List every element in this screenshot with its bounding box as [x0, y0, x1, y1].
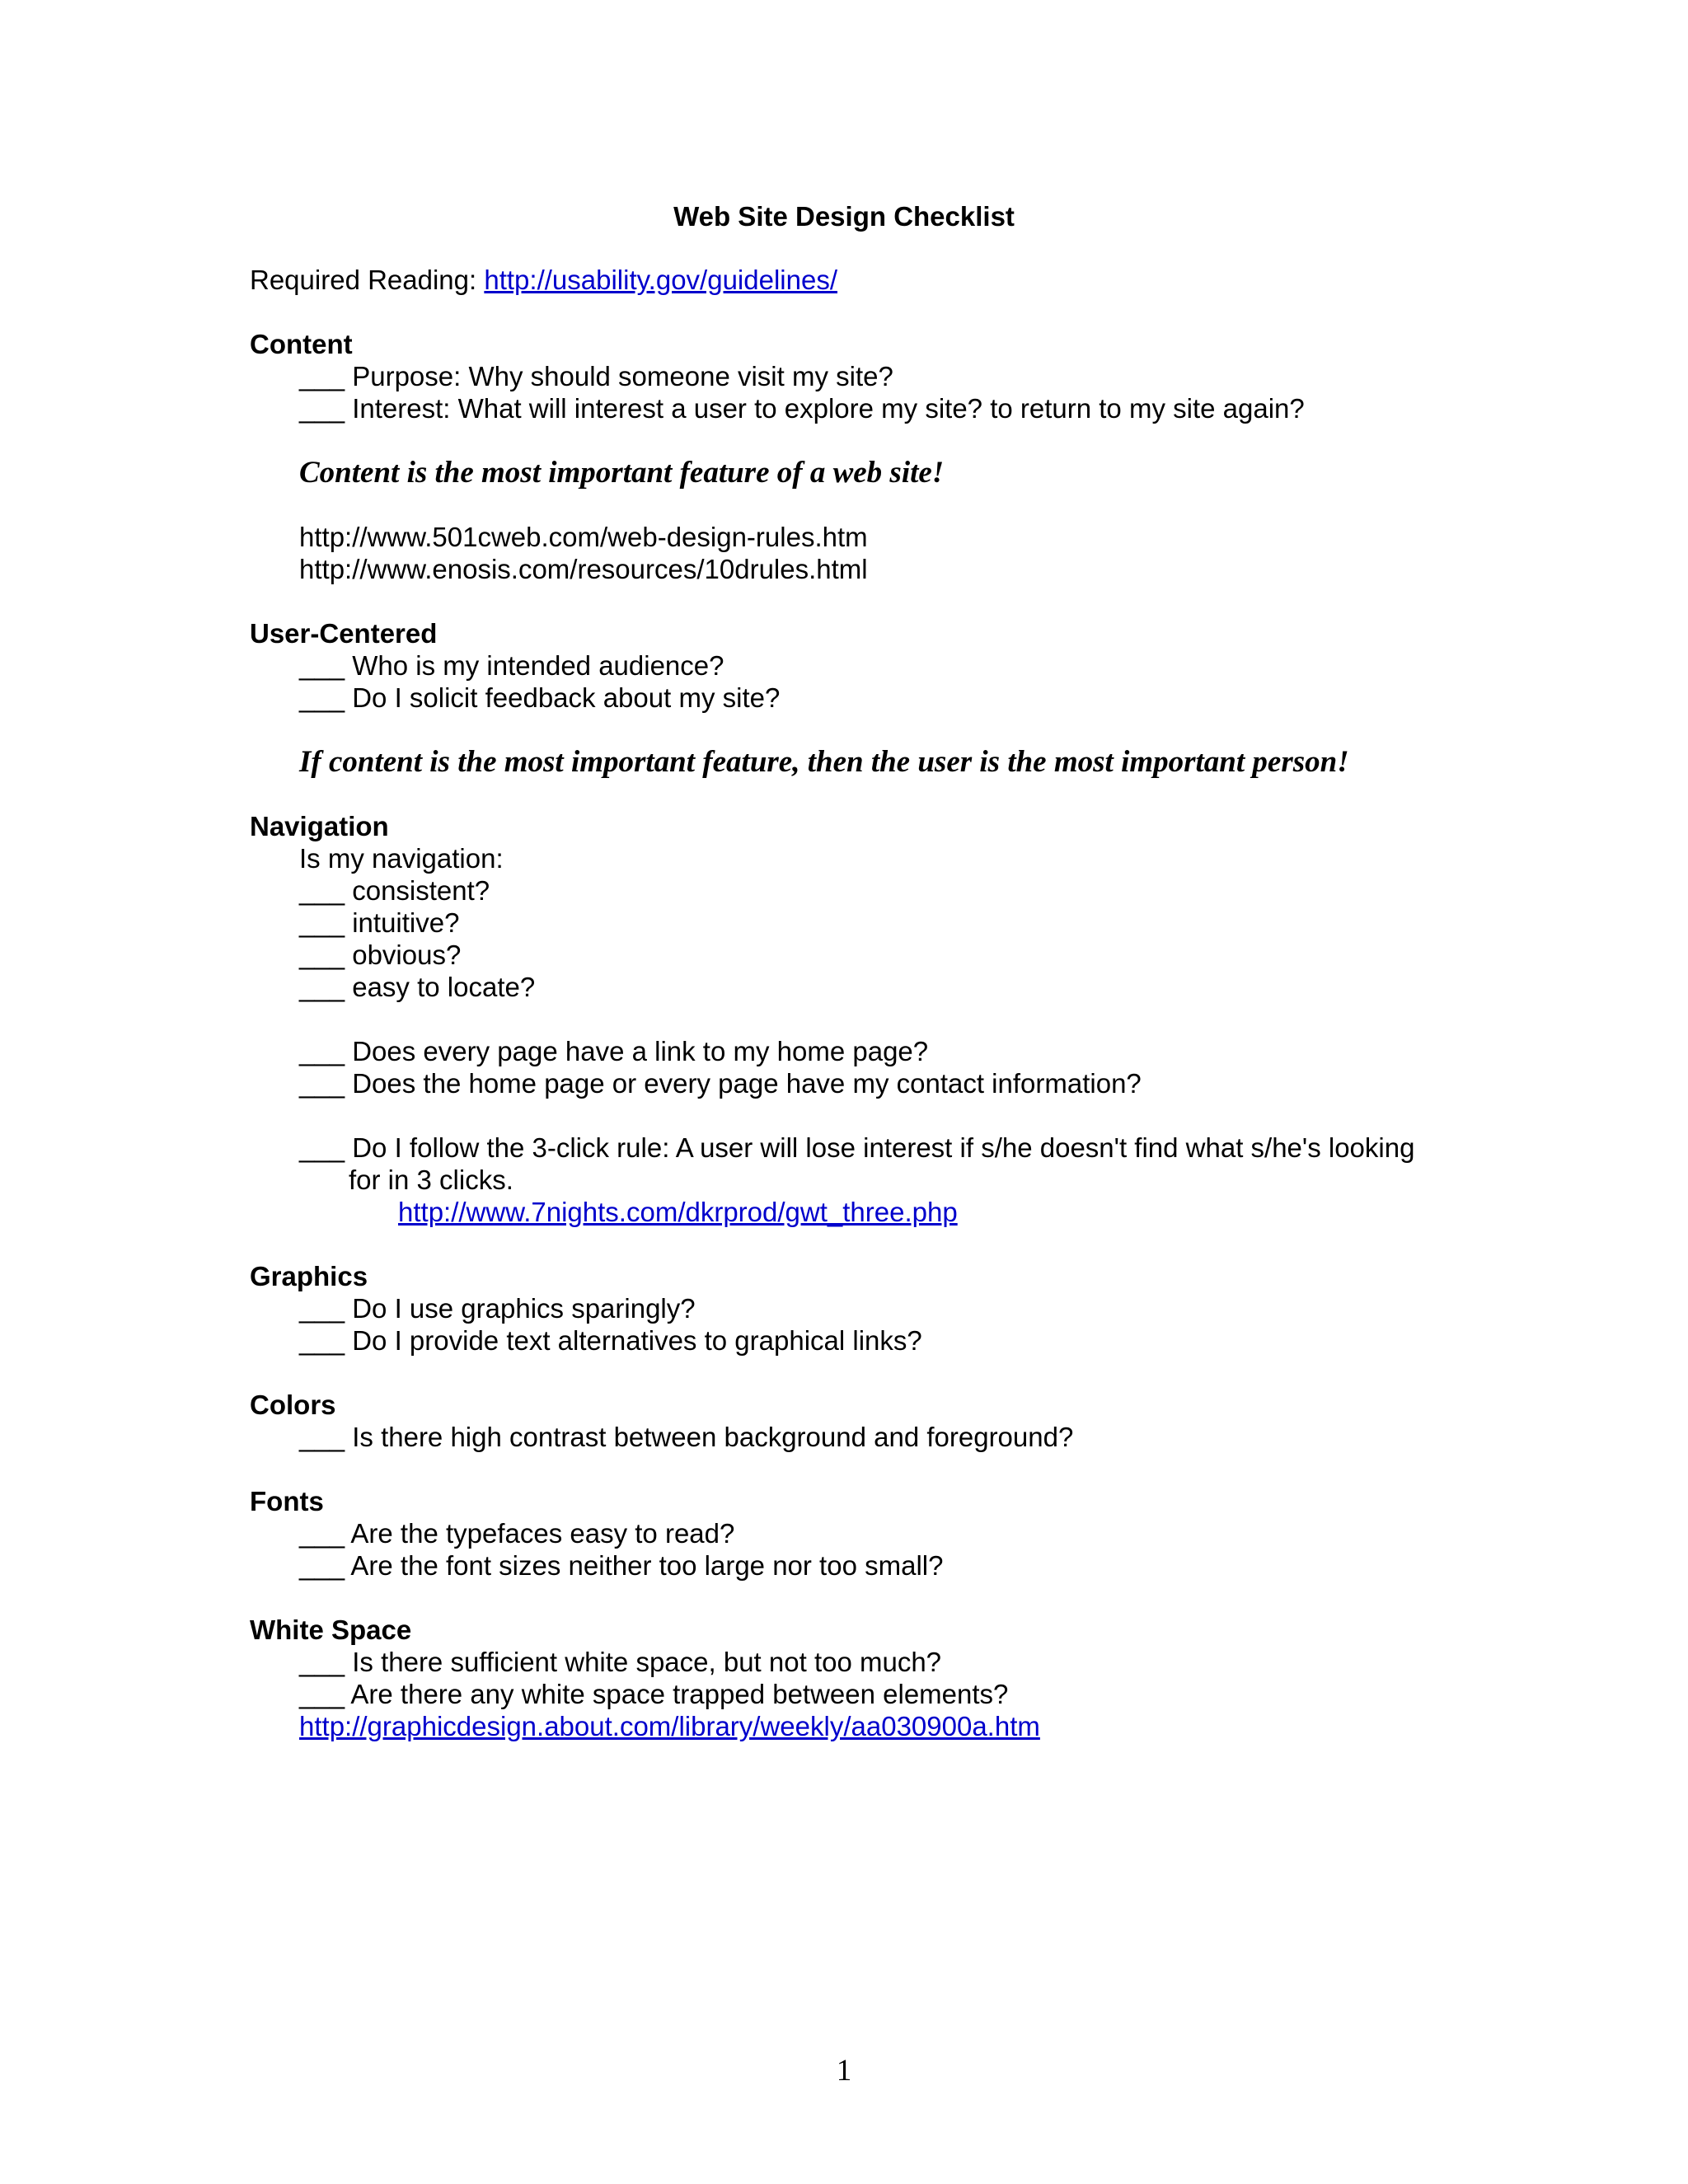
reference-url: http://www.501cweb.com/web-design-rules.htm	[299, 522, 868, 552]
usability-guidelines-link[interactable]: http://usability.gov/guidelines/	[484, 265, 838, 295]
checklist-item: ___ easy to locate?	[299, 972, 536, 1002]
checklist-item: ___ consistent?	[299, 875, 490, 906]
required-reading-label: Required Reading:	[250, 265, 477, 295]
section-heading-graphics: Graphics	[250, 1261, 368, 1291]
section-heading-content: Content	[250, 329, 353, 359]
checklist-item: ___ Purpose: Why should someone visit my site?	[299, 361, 893, 391]
page-number: 1	[836, 2054, 852, 2088]
section-heading-white-space: White Space	[250, 1615, 412, 1645]
checklist-item: ___ Is there sufficient white space, but not too much?	[299, 1647, 942, 1677]
user-emphasis-statement: If content is the most important feature, then the user is the most important person!	[299, 745, 1349, 779]
navigation-intro: Is my navigation:	[299, 843, 504, 874]
section-heading-colors: Colors	[250, 1390, 336, 1420]
reference-url: http://www.enosis.com/resources/10drules.html	[299, 554, 868, 584]
content-emphasis-statement: Content is the most important feature of a web site!	[299, 456, 945, 490]
checklist-item: ___ intuitive?	[299, 907, 460, 938]
checklist-item: ___ Are the typefaces easy to read?	[299, 1518, 735, 1549]
checklist-item: ___ Does every page have a link to my home page?	[299, 1036, 929, 1066]
section-heading-fonts: Fonts	[250, 1486, 324, 1516]
checklist-item: ___ Do I provide text alternatives to graphical links?	[299, 1325, 922, 1356]
checklist-item: ___ Is there high contrast between background and foreground?	[299, 1422, 1074, 1452]
three-click-rule-link[interactable]: http://www.7nights.com/dkrprod/gwt_three.php	[398, 1197, 958, 1227]
checklist-item: ___ Interest: What will interest a user to explore my site? to return to my site again?	[299, 393, 1305, 424]
checklist-item-three-click-cont: for in 3 clicks.	[349, 1165, 513, 1195]
checklist-item: ___ Does the home page or every page have my contact information?	[299, 1068, 1142, 1099]
checklist-item: ___ obvious?	[299, 940, 462, 970]
white-space-article-link[interactable]: http://graphicdesign.about.com/library/weekly/aa030900a.htm	[299, 1711, 1040, 1741]
section-heading-user-centered: User-Centered	[250, 618, 438, 649]
checklist-item: ___ Do I use graphics sparingly?	[299, 1293, 696, 1324]
checklist-item: ___ Are there any white space trapped between elements?	[299, 1679, 1009, 1709]
required-reading	[250, 264, 1610, 296]
checklist-item: ___ Are the font sizes neither too large nor too small?	[299, 1550, 944, 1581]
document-body	[250, 264, 1610, 1742]
document-title: Web Site Design Checklist	[673, 201, 1015, 232]
checklist-item-three-click: ___ Do I follow the 3-click rule: A user will lose interest if s/he doesn't find what s/he's looking	[299, 1132, 1415, 1163]
checklist-item: ___ Who is my intended audience?	[299, 650, 724, 681]
checklist-item: ___ Do I solicit feedback about my site?	[299, 682, 781, 713]
section-heading-navigation: Navigation	[250, 811, 389, 841]
